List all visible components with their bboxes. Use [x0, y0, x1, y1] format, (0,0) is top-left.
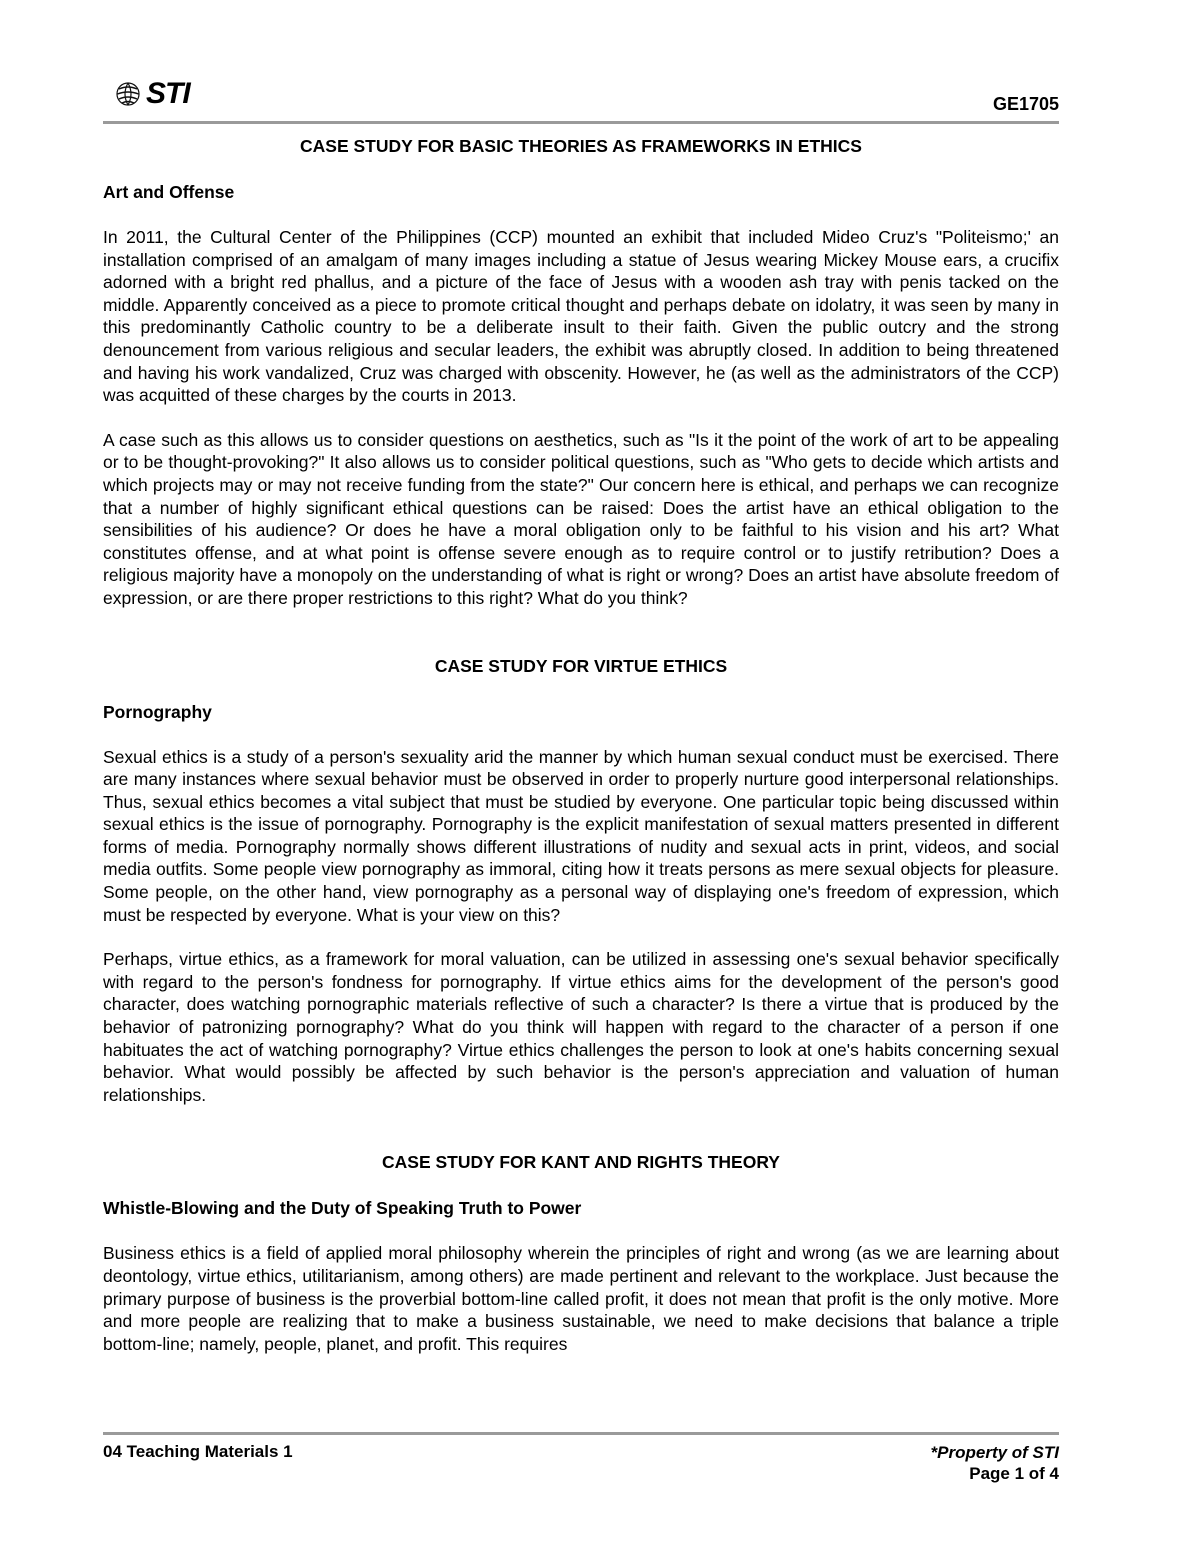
case-title: Whistle-Blowing and the Duty of Speaking Truth to Power [103, 1198, 582, 1219]
paragraph: Perhaps, virtue ethics, as a framework for moral valuation, can be utilized in assessing one's sexual behavior specifically with regard to the person's fondness for pornography. If virtue ethics aims for the development of the person's good character, does watching pornographic materials reflective of such a character? Is there a virtue that is produced by the behavior of patronizing pornography? What do you think will happen with regard to the character of a person if one habituates the act of watching pornography? Virtue ethics challenges the person to look at one's habits concerning sexual behavior. What would possibly be affected by such behavior is the person's appreciation and valuation of human relationships. [103, 949, 1059, 1105]
course-code: GE1705 [992, 94, 1059, 114]
case-title: Pornography [103, 701, 212, 722]
footer-divider [103, 1432, 1059, 1435]
property-notice: *Property of STI [930, 1443, 1059, 1462]
section-title: CASE STUDY FOR VIRTUE ETHICS [434, 655, 728, 676]
paragraph: A case such as this allows us to consider questions on aesthetics, such as "Is it the point of the work of art to be appealing or to be thought-provoking?" It also allows us to consider political questions, such as "Who gets to decide which artists and which projects may or may not receive funding from the state?" Our concern here is ethical, and perhaps we can recognize that a number of highly significant ethical questions can be raised: Does the artist have an ethical obligation to the sensibilities of his audience? Or does he have a moral obligation only to be faithful to his vision and his art? What constitutes offense, and at what point is offense severe enough as to require control or to justify retribution? Does a religious majority have a monopoly on the understanding of what is right or wrong? Does an artist have absolute freedom of expression, or are there proper restrictions to this right? What do you think? [103, 429, 1059, 608]
sti-logo [116, 76, 190, 112]
paragraph: Business ethics is a field of applied moral philosophy wherein the principles of right and wrong (as we are learning about deontology, virtue ethics, utilitarianism, among others) are made pertinent and relevant to the workplace. Just because the primary purpose of business is the proverbial bottom-line called profit, it does not mean that profit is the only motive. More and more people are realizing that to make a business sustainable, we need to make decisions that balance a triple bottom-line; namely, people, planet, and profit. This requires [103, 1243, 1059, 1354]
globe-icon [116, 79, 150, 109]
page-number: Page 1 of 4 [969, 1464, 1059, 1483]
paragraph: In 2011, the Cultural Center of the Philippines (CCP) mounted an exhibit that included Mideo Cruz's "Politeismo;' an installation comprised of an amalgam of many images including a statue of Jesus wearing Mickey Mouse ears, a crucifix adorned with a bright red phallus, and a picture of the face of Jesus with a wooden ash tray with penis tacked on the middle. Apparently conceived as a piece to promote critical thought and perhaps debate on idolatry, it was seen by many in this predominantly Catholic country to be a deliberate insult to their faith. Given the public outcry and the strong denouncement from various religious and secular leaders, the exhibit was abruptly closed. In addition to being threatened and having his work vandalized, Cruz was charged with obscenity. However, he (as well as the administrators of the CCP) was acquitted of these charges by the courts in 2013. [103, 227, 1059, 406]
section-title: CASE STUDY FOR KANT AND RIGHTS THEORY [382, 1152, 780, 1173]
paragraph: Sexual ethics is a study of a person's sexuality arid the manner by which human sexual conduct must be exercised. There are many instances where sexual behavior must be observed in order to properly nurture good interpersonal relationships. Thus, sexual ethics becomes a vital subject that must be studied by everyone. One particular topic being discussed within sexual ethics is the issue of pornography. Pornography is the explicit manifestation of sexual matters presented in different forms of media. Pornography normally shows different illustrations of nudity and sexual acts in print, videos, and social media outfits. Some people view pornography as immoral, citing how it treats persons as mere sexual objects for pleasure. Some people, on the other hand, view pornography as a personal way of displaying one's freedom of expression, which must be respected by everyone. What is your view on this? [103, 746, 1059, 925]
page-header [103, 72, 1059, 124]
footer-course-label: 04 Teaching Materials 1 [103, 1442, 293, 1461]
logo-text: STI [146, 77, 190, 110]
section-title: CASE STUDY FOR BASIC THEORIES AS FRAMEWORKS IN ETHICS [300, 136, 862, 156]
document-body [103, 134, 1059, 1355]
footer-info [931, 1442, 1059, 1484]
case-title: Art and Offense [103, 182, 235, 202]
header-divider [103, 121, 1059, 124]
